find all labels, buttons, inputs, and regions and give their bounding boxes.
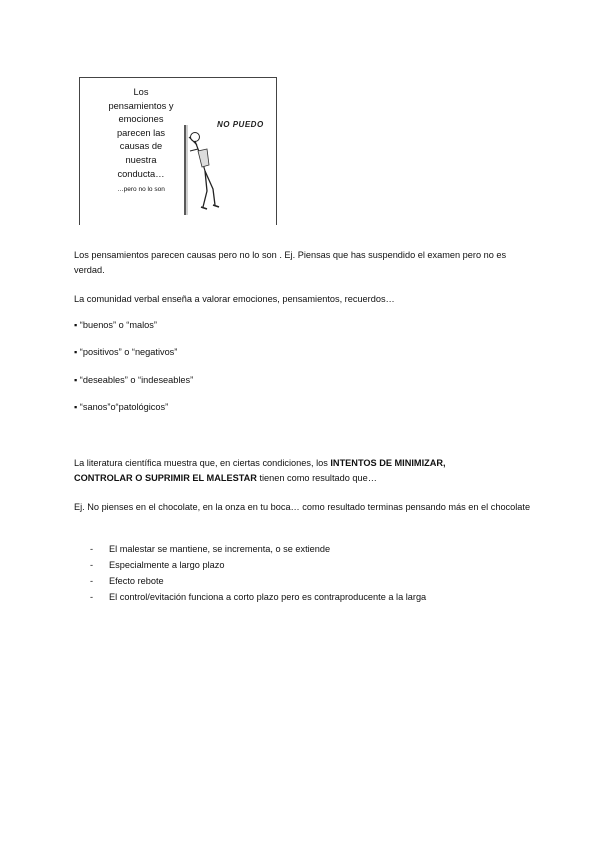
bullet-item: ▪ “sanos”o“patológicos” [74,402,169,412]
slide-line: emociones [118,114,164,125]
slide-line: parecen las [116,127,166,138]
slide-line: conducta… [117,168,165,179]
dash-item-text: Especialmente a largo plazo [109,560,225,570]
paragraph-2: La comunidad verbal enseña a valorar emociones, pensamientos, recuerdos… [74,294,395,304]
dash-item [90,560,224,570]
dash-item [90,544,330,554]
slide-line: nuestra [125,154,157,165]
slide-text [95,86,187,195]
dash-marker: - [90,576,94,586]
paragraph-1: Los pensamientos parecen causas pero no lo son . Ej. Piensas que has suspendido el examen pero no es verdad. [74,250,507,275]
slide-border-left [79,77,80,225]
paragraph-3-bold-1: INTENTOS DE MINIMIZAR, [330,458,446,468]
dash-item-text: El malestar se mantiene, se incrementa, o se extiende [109,544,331,554]
dash-marker: - [90,544,94,554]
dash-item [90,576,164,586]
paragraph-3-bold-2: CONTROLAR O SUPRIMIR EL MALESTAR [74,473,257,483]
slide-image [79,77,277,225]
paragraph-3 [74,456,534,486]
slide-small-note: …pero no lo son [117,186,165,194]
dash-marker: - [90,592,94,602]
slide-line: causas de [119,141,163,152]
dash-item-text: Efecto rebote [109,576,164,586]
paragraph-3-tail: tienen como resultado que… [256,473,377,483]
dash-item-text: El control/evitación funciona a corto plazo pero es contraproducente a la larga [109,592,427,602]
person-at-wall-illustration [183,107,273,217]
slide-border-top [79,77,277,78]
slide-border-right [276,77,277,225]
bullet-item: ▪ “positivos” o “negativos” [74,347,178,357]
dash-marker: - [90,560,94,570]
slide-line: pensamientos y [108,100,174,111]
dash-item [90,592,426,602]
bullet-item: ▪ “buenos” o “malos” [74,320,157,330]
bullet-item: ▪ “deseables” o “indeseables” [74,375,194,385]
paragraph-4: Ej. No pienses en el chocolate, en la onza en tu boca… como resultado terminas pensando más en el chocolate [74,502,531,512]
slide-line: Los [133,87,149,97]
slide-caption: NO PUEDO [217,120,264,129]
paragraph-3-text: La literatura científica muestra que, en ciertas condiciones, los [74,458,331,468]
